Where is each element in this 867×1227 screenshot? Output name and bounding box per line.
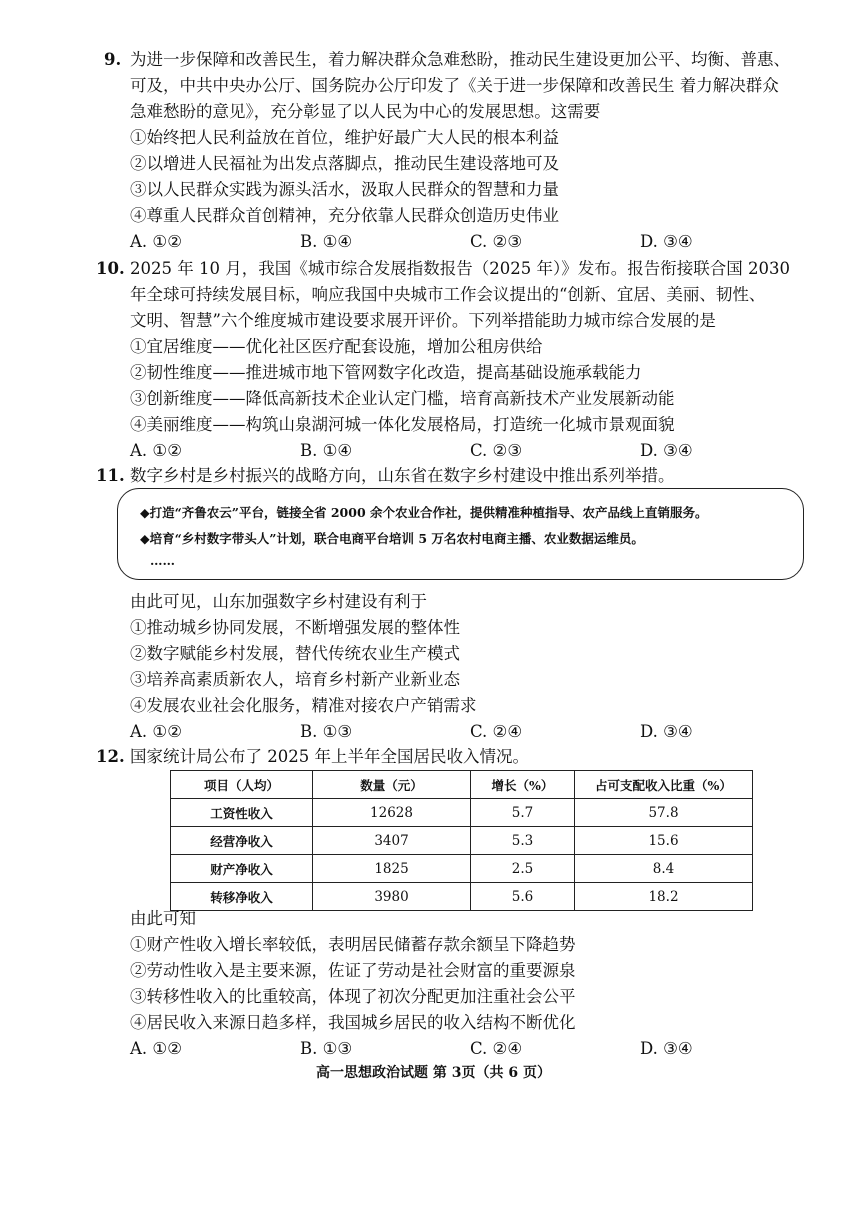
statement-item: ①推动城乡协同发展，不断增强发展的整体性 [130, 618, 460, 637]
question-stem: 国家统计局公布了 2025 年上半年全国居民收入情况。 [130, 747, 529, 766]
answer-options [130, 720, 830, 744]
income-table [170, 770, 753, 911]
statement-item: ④尊重人民群众首创精神，充分依靠人民群众创造历史伟业 [130, 206, 559, 225]
option-a[interactable]: A. ①② [130, 232, 182, 251]
statement-item: ②以增进人民福祉为出发点落脚点，推动民生建设落地可及 [130, 154, 559, 173]
table-cell: 工资性收入 [171, 799, 313, 827]
statement-item: ①财产性收入增长率较低，表明居民储蓄存款余额呈下降趋势 [130, 935, 576, 954]
option-b[interactable]: B. ①④ [300, 232, 353, 251]
statement-item: ③培养高素质新农人，培育乡村新产业新业态 [130, 670, 460, 689]
table-cell: 1825 [313, 855, 471, 883]
table-cell: 转移净收入 [171, 883, 313, 911]
table-cell: 8.4 [575, 855, 753, 883]
table-header-row [171, 771, 753, 799]
material-box [117, 488, 804, 580]
option-b[interactable]: B. ①③ [300, 1039, 353, 1058]
question-number: 10. [96, 259, 125, 278]
option-c[interactable]: C. ②④ [470, 722, 523, 741]
question-stem-line: 急难愁盼的意见》，充分彰显了以人民为中心的发展思想。这需要 [130, 102, 601, 121]
statement-item: ④居民收入来源日趋多样，我国城乡居民的收入结构不断优化 [130, 1013, 576, 1032]
table-header: 占可支配收入比重（%） [575, 771, 753, 799]
table-row [171, 799, 753, 827]
statement-item: ②劳动性收入是主要来源，佐证了劳动是社会财富的重要源泉 [130, 961, 576, 980]
table-cell: 18.2 [575, 883, 753, 911]
table-cell: 3407 [313, 827, 471, 855]
table-cell: 15.6 [575, 827, 753, 855]
option-c[interactable]: C. ②④ [470, 1039, 523, 1058]
answer-options [130, 1037, 830, 1061]
statement-item: ④美丽维度——构筑山泉湖河城一体化发展格局，打造统一化城市景观面貌 [130, 415, 675, 434]
option-a[interactable]: A. ①② [130, 1039, 182, 1058]
option-d[interactable]: D. ③④ [640, 232, 693, 251]
material-line: ◆打造“齐鲁农云”平台，链接全省 2000 余个农业合作社，提供精准种植指导、农产品线上直销服务。 [140, 505, 708, 520]
question-stem-line: 2025 年 10 月，我国《城市综合发展指数报告（2025 年）》发布。报告衔接联合国 2030 [130, 259, 790, 278]
option-c[interactable]: C. ②③ [470, 232, 523, 251]
table-header: 数量（元） [313, 771, 471, 799]
option-b[interactable]: B. ①④ [300, 441, 353, 460]
statement-item: ②数字赋能乡村发展，替代传统农业生产模式 [130, 644, 460, 663]
table-cell: 财产净收入 [171, 855, 313, 883]
option-a[interactable]: A. ①② [130, 722, 182, 741]
option-a[interactable]: A. ①② [130, 441, 182, 460]
option-d[interactable]: D. ③④ [640, 722, 693, 741]
question-stem: 数字乡村是乡村振兴的战略方向，山东省在数字乡村建设中推出系列举措。 [130, 466, 675, 485]
question-stem-line: 可及，中共中央办公厅、国务院办公厅印发了《关于进一步保障和改善民生 着力解决群众 [130, 76, 779, 95]
option-b[interactable]: B. ①③ [300, 722, 353, 741]
question-number: 11. [96, 466, 125, 485]
question-lead: 由此可见，山东加强数字乡村建设有利于 [130, 592, 427, 611]
table-cell: 5.6 [471, 883, 575, 911]
table-header: 项目（人均） [171, 771, 313, 799]
table-row [171, 827, 753, 855]
statement-item: ④发展农业社会化服务，精准对接农户产销需求 [130, 696, 477, 715]
statement-item: ①宜居维度——优化社区医疗配套设施，增加公租房供给 [130, 337, 543, 356]
question-stem-line: 为进一步保障和改善民生，着力解决群众急难愁盼，推动民生建设更加公平、均衡、普惠、 [130, 50, 790, 69]
question-stem-line: 文明、智慧”六个维度城市建设要求展开评价。下列举措能助力城市综合发展的是 [130, 311, 716, 330]
table-cell: 12628 [313, 799, 471, 827]
answer-options [130, 439, 830, 463]
statement-item: ③转移性收入的比重较高，体现了初次分配更加注重社会公平 [130, 987, 576, 1006]
question-lead: 由此可知 [130, 909, 196, 928]
option-d[interactable]: D. ③④ [640, 441, 693, 460]
table-cell: 5.7 [471, 799, 575, 827]
table-cell: 3980 [313, 883, 471, 911]
table-header: 增长（%） [471, 771, 575, 799]
material-line: ◆培育“乡村数字带头人”计划，联合电商平台培训 5 万名农村电商主播、农业数据运维员。 [140, 531, 644, 546]
question-stem-line: 年全球可持续发展目标，响应我国中央城市工作会议提出的“创新、宜居、美丽、韧性、 [130, 285, 766, 304]
statement-item: ②韧性维度——推进城市地下管网数字化改造，提高基础设施承载能力 [130, 363, 642, 382]
question-number: 12. [96, 747, 125, 766]
table-cell: 57.8 [575, 799, 753, 827]
page-footer: 高一思想政治试题 第 3页（共 6 页） [316, 1065, 551, 1081]
table-row [171, 883, 753, 911]
statement-item: ③创新维度——降低高新技术企业认定门槛，培育高新技术产业发展新动能 [130, 389, 675, 408]
statement-item: ①始终把人民利益放在首位，维护好最广大人民的根本利益 [130, 128, 559, 147]
table-row [171, 855, 753, 883]
material-ellipsis: …… [150, 553, 175, 568]
table-cell: 2.5 [471, 855, 575, 883]
question-number: 9. [104, 50, 122, 69]
table-cell: 经营净收入 [171, 827, 313, 855]
option-d[interactable]: D. ③④ [640, 1039, 693, 1058]
option-c[interactable]: C. ②③ [470, 441, 523, 460]
answer-options [130, 230, 830, 254]
table-cell: 5.3 [471, 827, 575, 855]
statement-item: ③以人民群众实践为源头活水，汲取人民群众的智慧和力量 [130, 180, 559, 199]
